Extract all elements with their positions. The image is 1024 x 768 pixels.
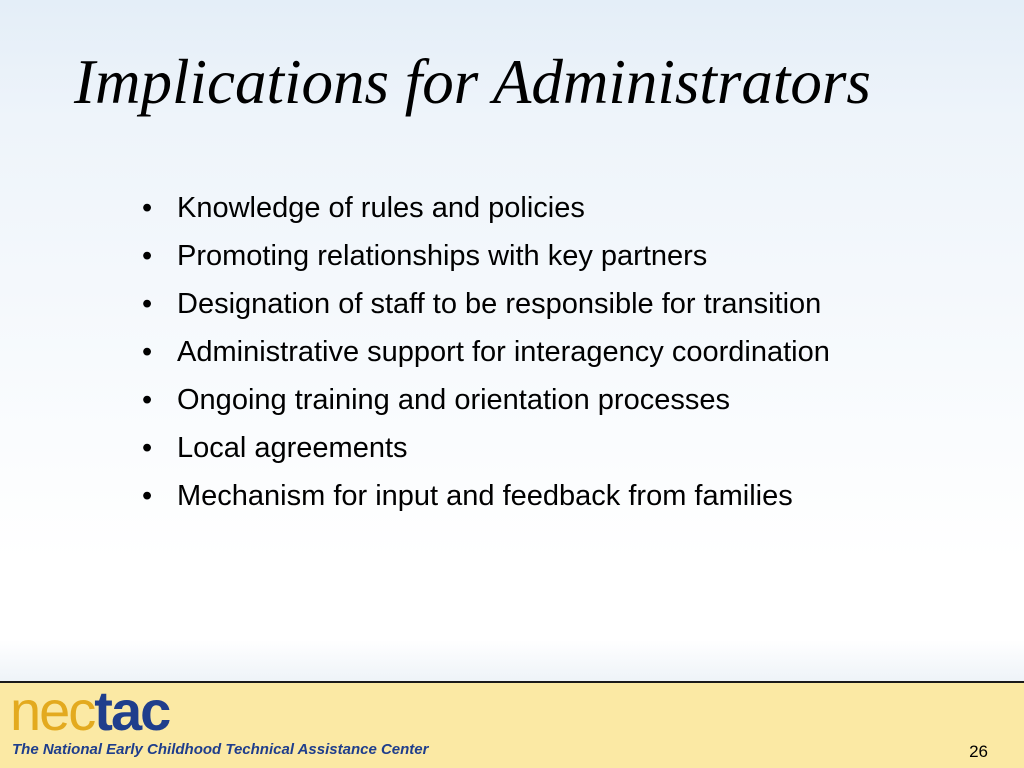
bullet-item: • Administrative support for interagency coordination — [142, 332, 962, 373]
bullet-item: • Local agreements — [142, 428, 962, 469]
nectac-logo — [10, 679, 170, 742]
bullet-item: • Ongoing training and orientation processes — [142, 380, 962, 421]
page-number: 26 — [969, 742, 988, 761]
slide-title: Implications for Administrators — [74, 47, 871, 117]
bullet-item: • Promoting relationships with key partners — [142, 236, 962, 277]
organization-tagline: The National Early Childhood Technical Assistance Center — [12, 741, 429, 758]
logo-text-nec: nec — [10, 679, 95, 742]
footer-bar — [0, 681, 1024, 768]
bullet-list — [142, 188, 962, 524]
bullet-item: • Designation of staff to be responsible for transition — [142, 284, 962, 325]
logo-text-tac: tac — [94, 679, 170, 742]
bullet-item: • Knowledge of rules and policies — [142, 188, 962, 229]
bullet-item: • Mechanism for input and feedback from families — [142, 476, 962, 517]
